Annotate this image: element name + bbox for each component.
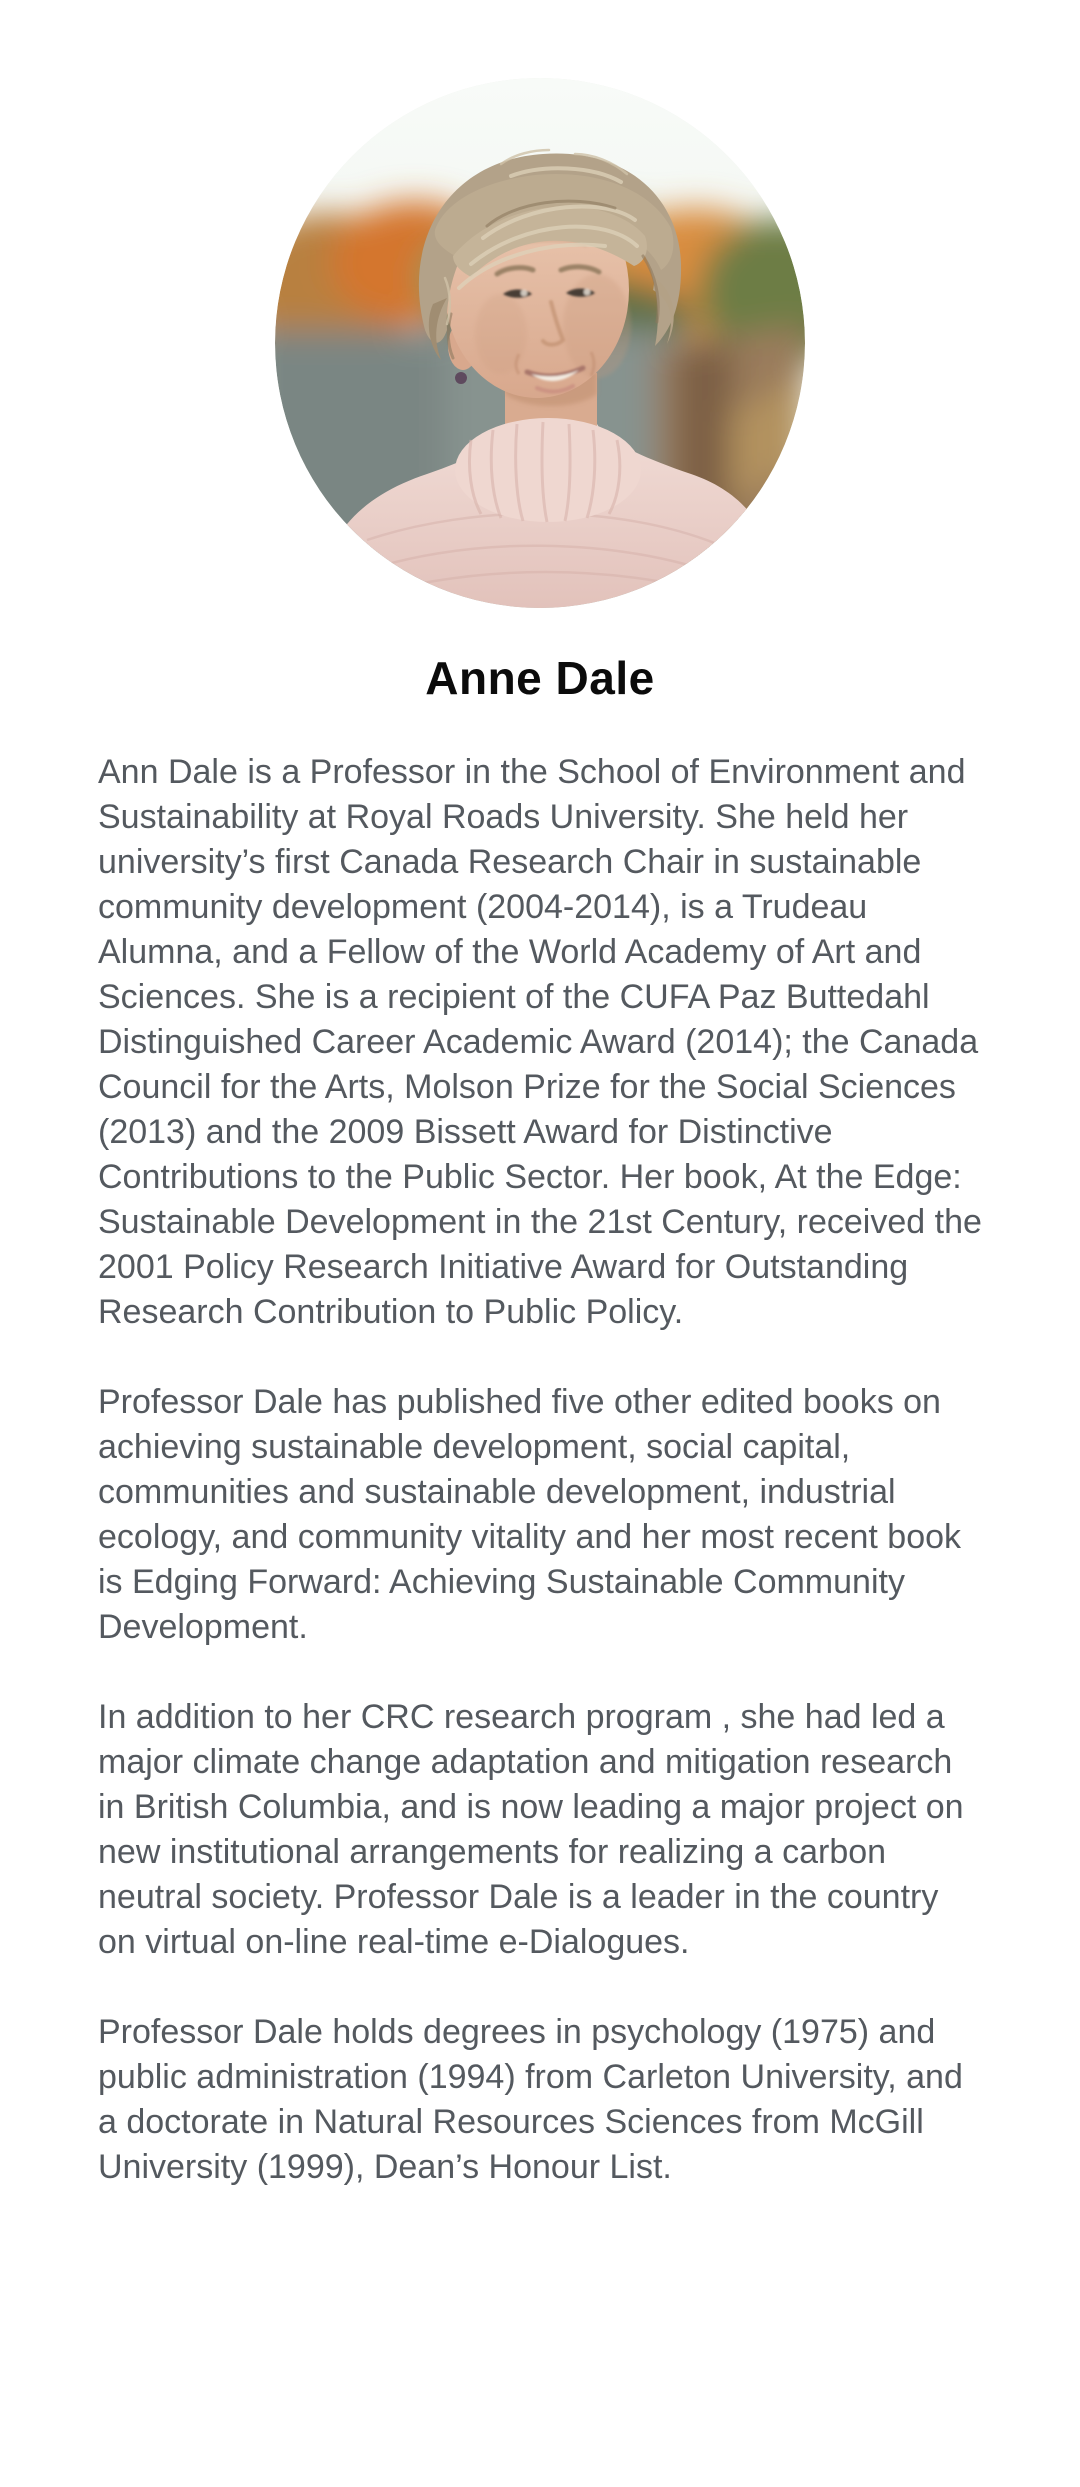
profile-page xyxy=(0,78,1080,2487)
profile-name-heading: Anne Dale xyxy=(425,652,655,704)
profile-photo-illustration xyxy=(275,78,805,608)
bio-paragraph-2: Professor Dale has published five other edited books on achieving sustainable development, social capital, communities and sustainable development, industrial ecology, and community vitality and her most recent book is Edging Forward: Achieving Sustainable Community Development. xyxy=(98,1383,962,1646)
bio-paragraph-1: Ann Dale is a Professor in the School of Environment and Sustainability at Royal Roads University. She held her university’s first Canada Research Chair in sustainable community development (2004-2014), is a Trudeau Alumna, and a Fellow of the World Academy of Art and Sciences. She is a recipient of the CUFA Paz Buttedahl Distinguished Career Academic Award (2014); the Canada Council for the Arts, Molson Prize for the Social Sciences (2013) and the 2009 Bissett Award for Distinctive Contributions to the Public Sector. Her book, At the Edge: Sustainable Development in the 21st Century, received the 2001 Policy Research Initiative Award for Outstanding Research Contribution to Public Policy. xyxy=(98,753,982,1331)
bio-paragraph-3: In addition to her CRC research program , she had led a major climate change adaptation and mitigation research in British Columbia, and is now leading a major project on new institutional arrangements for realizing a carbon neutral society. Professor Dale is a leader in the country on virtual on-line real-time e-Dialogues. xyxy=(98,1698,964,1961)
bio-text xyxy=(98,750,982,2190)
profile-photo xyxy=(275,78,805,608)
bio-paragraph-4: Professor Dale holds degrees in psychology (1975) and public administration (1994) from Carleton University, and a doctorate in Natural Resources Sciences from McGill University (1999), Dean’s Honour List. xyxy=(98,2013,963,2186)
